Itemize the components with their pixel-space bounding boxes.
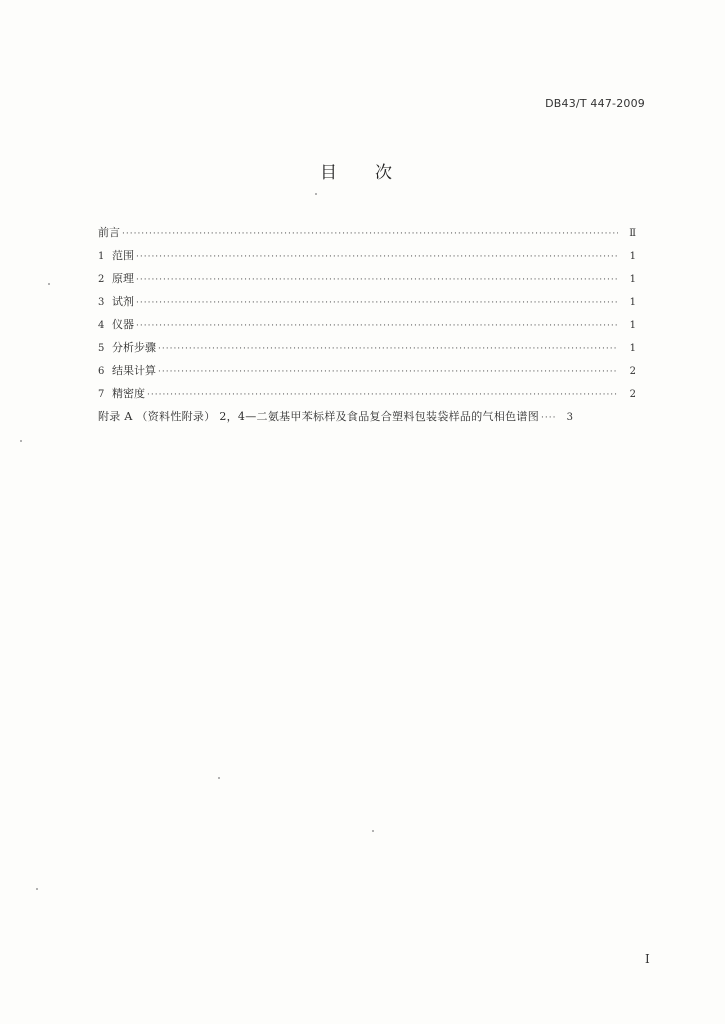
dot-leader <box>147 384 618 407</box>
toc-entry-page: 2 <box>629 389 636 400</box>
document-code: DB43/T 447-2009 <box>545 97 645 110</box>
scan-speck <box>315 193 317 195</box>
toc-entry-instruments[interactable] <box>98 313 636 336</box>
toc-entry-page: 1 <box>629 274 636 285</box>
toc-entry-text: 范围 <box>112 249 134 262</box>
dot-leader <box>136 246 618 269</box>
toc-entry-reagents[interactable] <box>98 290 636 313</box>
toc-entry-page: 2 <box>629 366 636 377</box>
toc-entry-foreword[interactable] <box>98 221 636 244</box>
toc-entry-text: 原理 <box>112 272 134 285</box>
dot-leader <box>158 361 618 384</box>
scan-speck <box>36 888 38 890</box>
toc-entry-analysis-steps[interactable] <box>98 336 636 359</box>
toc-entry-text: 前言 <box>98 226 120 239</box>
scan-speck <box>48 283 50 285</box>
page-number: I <box>645 952 650 966</box>
toc-title: 目次 <box>320 163 430 183</box>
toc-entry-calculation[interactable] <box>98 359 636 382</box>
toc-entry-page: 1 <box>629 320 636 331</box>
toc-entry-number: 1 <box>98 251 105 262</box>
toc-entry-number: 2 <box>98 274 105 285</box>
toc-entry-number: 3 <box>98 297 105 308</box>
toc-entry-page: 1 <box>629 297 636 308</box>
dot-leader <box>122 223 618 246</box>
scan-speck <box>372 830 374 832</box>
toc-entry-page: 3 <box>566 412 574 423</box>
toc-entry-text: 仪器 <box>112 318 134 331</box>
toc-entry-scope[interactable] <box>98 244 636 267</box>
toc-entry-precision[interactable] <box>98 382 636 405</box>
dot-leader <box>541 407 555 430</box>
toc-entry-appendix-a[interactable] <box>98 405 636 428</box>
toc-entry-page: 1 <box>629 251 636 262</box>
dot-leader <box>158 338 618 361</box>
toc-list <box>98 221 636 428</box>
toc-entry-principle[interactable] <box>98 267 636 290</box>
scan-speck <box>218 777 220 779</box>
toc-entry-number: 4 <box>98 320 105 331</box>
toc-entry-text: 精密度 <box>112 387 145 400</box>
dot-leader <box>136 292 618 315</box>
toc-entry-text: 附录 A （资料性附录） 2，4—二氨基甲苯标样及食品复合塑料包装袋样品的气相色谱图 <box>98 410 540 423</box>
toc-entry-page: 1 <box>629 343 636 354</box>
toc-entry-number: 6 <box>98 366 105 377</box>
scan-speck <box>20 440 22 442</box>
toc-entry-page: Ⅱ <box>629 228 636 239</box>
dot-leader <box>136 269 618 292</box>
toc-entry-text: 试剂 <box>112 295 134 308</box>
dot-leader <box>136 315 618 338</box>
toc-entry-number: 5 <box>98 343 105 354</box>
toc-entry-text: 分析步骤 <box>112 341 156 354</box>
toc-entry-number: 7 <box>98 389 105 400</box>
toc-entry-text: 结果计算 <box>112 364 156 377</box>
